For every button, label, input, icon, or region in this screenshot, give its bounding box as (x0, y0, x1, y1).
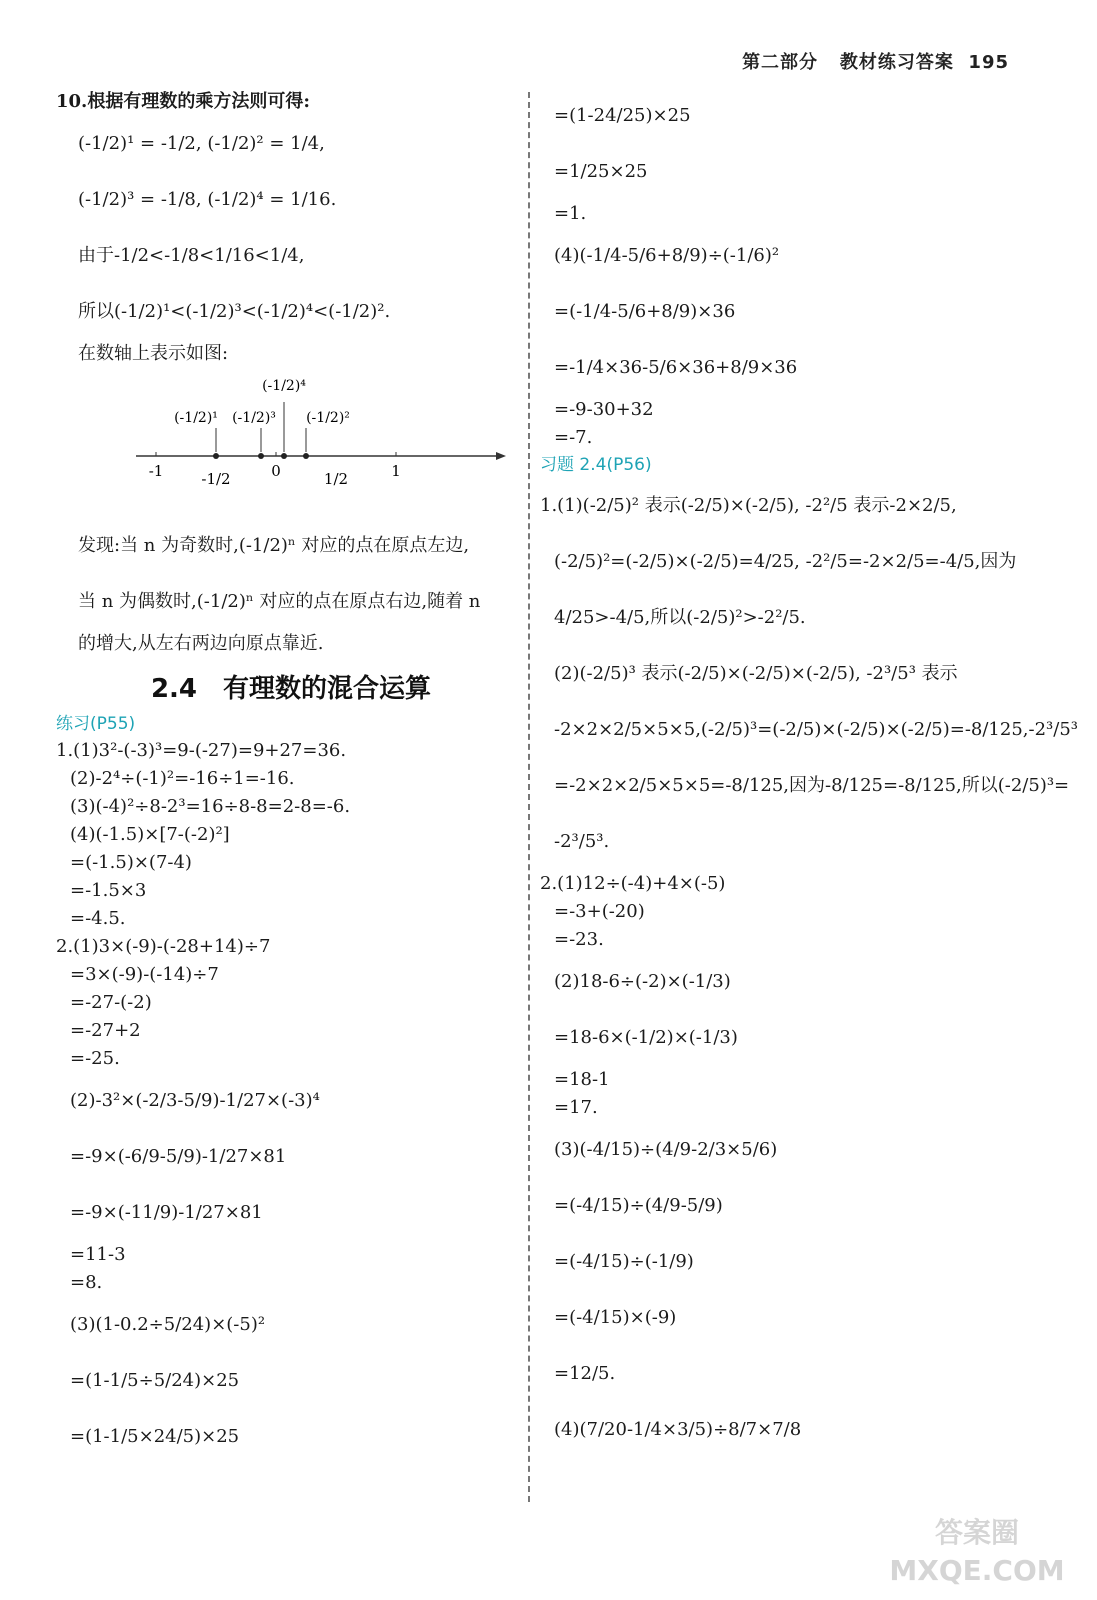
section-number: 2.4 (150, 674, 198, 704)
e2-line-3a: (3)(-4/15)÷(4/9-2/3×5/6) (554, 1139, 778, 1160)
point-pow4 (281, 453, 287, 459)
q10-line-2: (-1/2)³ = -1/8, (-1/2)⁴ = 1/16. (78, 189, 337, 210)
p2-line-1a: 2.(1)3×(-9)-(-28+14)÷7 (56, 936, 271, 957)
q10-line-5: 在数轴上表示如图: (78, 343, 229, 364)
r-line-6: =-1/4×36-5/6×36+8/9×36 (554, 357, 798, 378)
e2-line-1c: =-23. (554, 929, 604, 950)
p2-line-2d: =11-3 (70, 1244, 126, 1265)
q10-finding-1: 发现:当 n 为奇数时,(-1/2)ⁿ 对应的点在原点左边, (78, 535, 470, 556)
label-pow4: (-1/2)⁴ (262, 378, 306, 394)
p1-line-2: (2)-2⁴÷(-1)²=-16÷1=-16. (70, 768, 295, 789)
e1-line-6: =-2×2×2/5×5×5=-8/125,因为-8/125=-8/125,所以(-2/5)³= (554, 775, 1070, 796)
p2-line-1d: =-27+2 (70, 1020, 141, 1041)
header-section: 第二部分 (742, 52, 819, 73)
e1-line-5: -2×2×2/5×5×5,(-2/5)³=(-2/5)×(-2/5)×(-2/5)=-8/125,-2³/5³ (554, 719, 1078, 740)
label-minus-half: -1/2 (201, 470, 231, 488)
e1-line-4: (2)(-2/5)³ 表示(-2/5)×(-2/5)×(-2/5), -2³/5³ 表示 (554, 663, 958, 684)
number-line-figure (116, 368, 516, 518)
e2-line-3d: =(-4/15)×(-9) (554, 1307, 677, 1328)
q10-title: 10.根据有理数的乘方法则可得: (56, 91, 310, 112)
r-line-4: (4)(-1/4-5/6+8/9)÷(-1/6)² (554, 245, 780, 266)
tick-label-zero: 0 (271, 462, 281, 480)
p1-line-3: (3)(-4)²÷8-2³=16÷8-8=2-8=-6. (70, 796, 351, 817)
e2-line-2d: =17. (554, 1097, 598, 1118)
number-line-svg (116, 368, 516, 518)
p2-line-2e: =8. (70, 1272, 103, 1293)
p1-line-4a: (4)(-1.5)×[7-(-2)²] (70, 824, 230, 845)
e1-line-2: (-2/5)²=(-2/5)×(-2/5)=4/25, -2²/5=-2×2/5=-4/5,因为 (554, 551, 1017, 572)
left-column (56, 88, 526, 1465)
e2-line-2a: (2)18-6÷(-2)×(-1/3) (554, 971, 731, 992)
e2-line-3c: =(-4/15)÷(-1/9) (554, 1251, 694, 1272)
axis-arrow-icon (496, 452, 506, 460)
p2-line-3a: (3)(1-0.2÷5/24)×(-5)² (70, 1314, 266, 1335)
q10-line-3: 由于-1/2<-1/8<1/16<1/4, (78, 245, 305, 266)
label-pow3: (-1/2)³ (232, 410, 276, 426)
p2-line-3b: =(1-1/5÷5/24)×25 (70, 1370, 240, 1391)
q10-line-1: (-1/2)¹ = -1/2, (-1/2)² = 1/4, (78, 133, 325, 154)
watermark-text: 答案圈 (934, 1516, 1020, 1549)
p1-line-4d: =-4.5. (70, 908, 126, 929)
e2-line-4a: (4)(7/20-1/4×3/5)÷8/7×7/8 (554, 1419, 802, 1440)
p2-line-2c: =-9×(-11/9)-1/27×81 (70, 1202, 263, 1223)
q10-finding-3: 的增大,从左右两边向原点靠近. (78, 633, 324, 654)
column-divider (528, 92, 530, 1502)
q10-line-4: 所以(-1/2)¹<(-1/2)³<(-1/2)⁴<(-1/2)². (78, 301, 391, 322)
page-number: 195 (968, 52, 1009, 73)
page-header (742, 48, 1009, 74)
practice-label: 练习(P55) (56, 714, 136, 734)
e2-line-1a: 2.(1)12÷(-4)+4×(-5) (540, 873, 726, 894)
exercise-label: 习题 2.4(P56) (540, 455, 652, 475)
p2-line-1e: =-25. (70, 1048, 120, 1069)
r-line-2: =1/25×25 (554, 161, 648, 182)
label-pow2: (-1/2)² (306, 410, 350, 426)
p2-line-2a: (2)-3²×(-2/3-5/9)-1/27×(-3)⁴ (70, 1090, 320, 1111)
section-title: 有理数的混合运算 (223, 674, 432, 704)
tick-label-plus-1: 1 (391, 462, 401, 480)
point-pow1 (213, 453, 219, 459)
e2-line-2c: =18-1 (554, 1069, 610, 1090)
p2-line-2b: =-9×(-6/9-5/9)-1/27×81 (70, 1146, 287, 1167)
right-column (540, 88, 1078, 1458)
tick-label-minus-1: -1 (148, 462, 164, 480)
e1-line-3: 4/25>-4/5,所以(-2/5)²>-2²/5. (554, 607, 806, 628)
label-plus-half: 1/2 (323, 470, 349, 488)
watermark-url: MXQE.COM (889, 1554, 1065, 1587)
p1-line-4c: =-1.5×3 (70, 880, 147, 901)
e2-line-2b: =18-6×(-1/2)×(-1/3) (554, 1027, 738, 1048)
e2-line-3e: =12/5. (554, 1363, 616, 1384)
q10-finding-2: 当 n 为偶数时,(-1/2)ⁿ 对应的点在原点右边,随着 n (78, 591, 481, 612)
header-book: 教材练习答案 (839, 52, 954, 73)
r-line-8: =-7. (554, 427, 593, 448)
section-heading (56, 668, 526, 705)
e1-line-7: -2³/5³. (554, 831, 610, 852)
e2-line-3b: =(-4/15)÷(4/9-5/9) (554, 1195, 723, 1216)
point-pow3 (258, 453, 264, 459)
e1-line-1: 1.(1)(-2/5)² 表示(-2/5)×(-2/5), -2²/5 表示-2×2/5, (540, 495, 957, 516)
label-pow1: (-1/2)¹ (174, 410, 218, 426)
p1-line-4b: =(-1.5)×(7-4) (70, 852, 192, 873)
watermark-logo (877, 1502, 1077, 1592)
p1-line-1: 1.(1)3²-(-3)³=9-(-27)=9+27=36. (56, 740, 347, 761)
e2-line-1b: =-3+(-20) (554, 901, 645, 922)
r-line-7: =-9-30+32 (554, 399, 654, 420)
r-line-5: =(-1/4-5/6+8/9)×36 (554, 301, 736, 322)
p2-line-1b: =3×(-9)-(-14)÷7 (70, 964, 219, 985)
r-line-1: =(1-24/25)×25 (554, 105, 691, 126)
r-line-3: =1. (554, 203, 587, 224)
point-pow2 (303, 453, 309, 459)
p2-line-1c: =-27-(-2) (70, 992, 152, 1013)
p2-line-3c: =(1-1/5×24/5)×25 (70, 1426, 240, 1447)
